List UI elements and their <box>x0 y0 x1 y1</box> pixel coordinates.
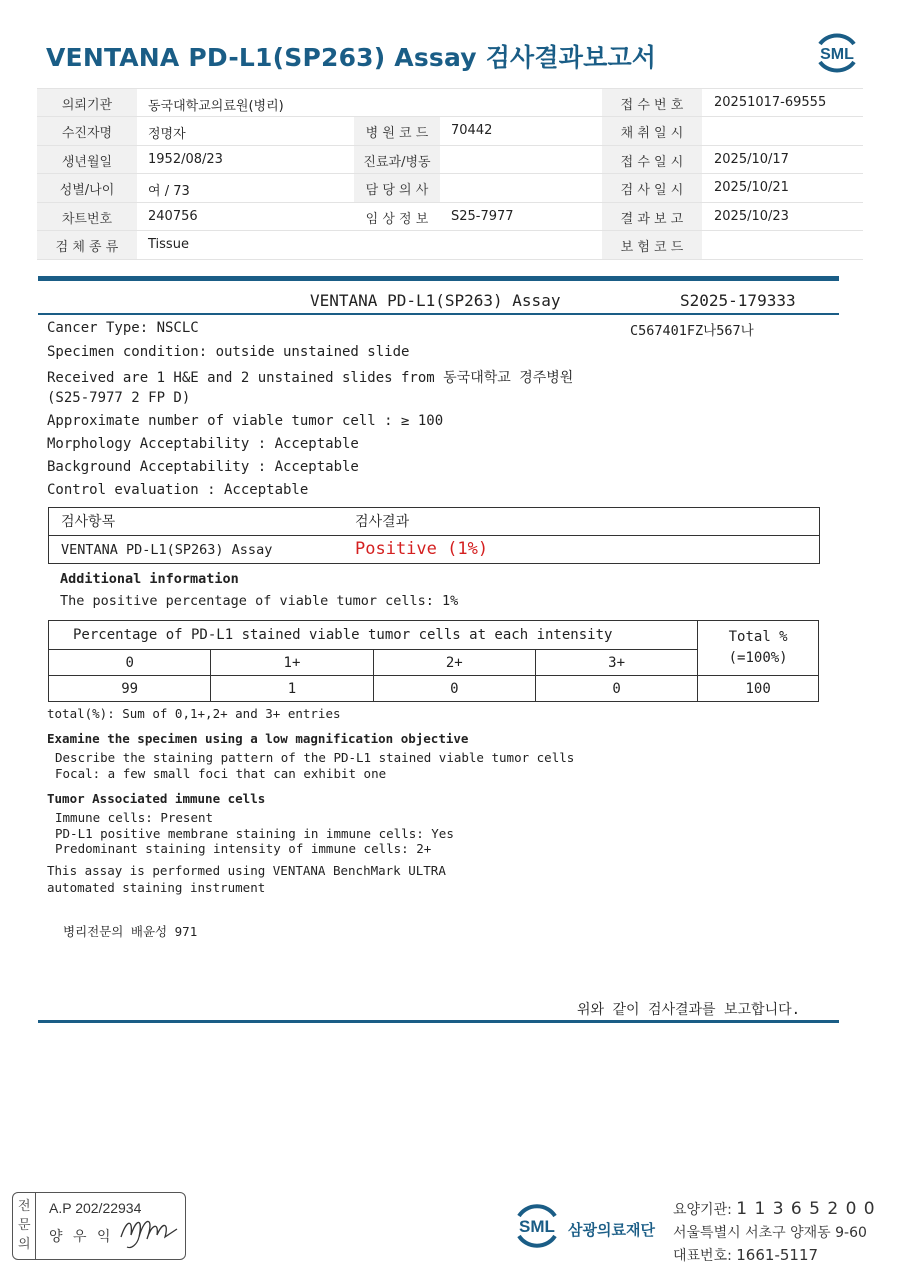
org-phone-label: 대표번호: <box>673 1248 737 1264</box>
assay-title: VENTANA PD-L1(SP263) Assay <box>310 291 561 310</box>
org-logo <box>510 1200 564 1252</box>
intensity-value-2plus: 0 <box>373 676 535 702</box>
value-requesting-institution: 동국대학교의료원(병리) <box>148 99 284 114</box>
value-receipt-number: 20251017-69555 <box>714 95 827 110</box>
label-clinical-info: 임 상 정 보 <box>365 212 429 227</box>
total-note: total(%): Sum of 0,1+,2+ and 3+ entries <box>47 706 341 721</box>
value-receipt-date: 2025/10/17 <box>714 152 789 167</box>
intensity-value-0: 99 <box>49 676 211 702</box>
immune-title: Tumor Associated immune cells <box>47 791 266 806</box>
report-number: S2025-179333 <box>680 291 796 310</box>
additional-info-text: The positive percentage of viable tumor cells: 1% <box>60 593 459 609</box>
value-hospital-code: 70442 <box>451 123 493 138</box>
value-patient-name: 정명자 <box>148 127 186 142</box>
institution-code-label: 요양기관: <box>673 1202 737 1218</box>
stamp-side-char-2: 문 <box>18 1218 31 1233</box>
value-test-date: 2025/10/21 <box>714 180 789 195</box>
org-logo-text: SML <box>519 1217 555 1236</box>
org-name: 삼광의료재단 <box>568 1221 655 1239</box>
report-line-morphology: Morphology Acceptability : Acceptable <box>47 436 359 452</box>
label-chart-number: 차트번호 <box>61 212 113 227</box>
stamp-side-char-1: 전 <box>18 1199 31 1214</box>
pathologist-stamp <box>12 1192 186 1260</box>
value-birth-date: 1952/08/23 <box>148 152 223 167</box>
result-value: Positive (1%) <box>355 539 489 559</box>
immune-line-2: PD-L1 positive membrane staining in immune cells: Yes <box>55 826 454 841</box>
sml-logo-text: SML <box>820 46 854 63</box>
intensity-level-1plus: 1+ <box>211 650 373 676</box>
intensity-level-3plus: 3+ <box>535 650 697 676</box>
signature-icon <box>117 1207 183 1251</box>
label-sex-age: 성별/나이 <box>59 183 115 198</box>
sml-logo <box>812 30 862 76</box>
immune-line-3: Predominant staining intensity of immune cells: 2+ <box>55 841 432 856</box>
value-report-date: 2025/10/23 <box>714 209 789 224</box>
report-line-control: Control evaluation : Acceptable <box>47 482 309 498</box>
org-phone <box>673 1245 818 1265</box>
value-clinical-info: S25-7977 <box>451 209 514 224</box>
label-patient-name: 수진자명 <box>61 126 113 141</box>
stamp-license: A.P 202/22934 <box>49 1200 142 1216</box>
label-physician: 담 당 의 사 <box>365 183 429 198</box>
total-header-line-1: Total % <box>728 629 788 645</box>
intensity-total: 100 <box>698 676 819 702</box>
stamp-side-char-3: 의 <box>18 1237 31 1252</box>
institution-code-value: 1 1 3 6 5 2 0 0 <box>736 1199 876 1219</box>
institution-code <box>673 1199 876 1219</box>
specimen-code: C567401FZ나567나 <box>630 323 754 339</box>
report-line-slide-id: (S25-7977 2 FP D) <box>47 390 191 406</box>
label-birth-date: 생년월일 <box>61 155 113 170</box>
assay-note-line-2: automated staining instrument <box>47 880 266 895</box>
result-table <box>48 507 820 564</box>
result-header-item: 검사항목 <box>61 514 116 530</box>
report-line-tumor-cells: Approximate number of viable tumor cell : ≥ 100 <box>47 413 444 429</box>
intensity-value-3plus: 0 <box>535 676 697 702</box>
immune-line-1: Immune cells: Present <box>55 810 214 825</box>
value-sex-age: 여 / 73 <box>148 184 190 199</box>
stamp-name: 양 우 익 <box>49 1229 114 1245</box>
intensity-table <box>48 620 819 702</box>
low-mag-line-2: Focal: a few small foci that can exhibit one <box>55 766 387 781</box>
label-requesting-institution: 의뢰기관 <box>61 98 113 113</box>
report-line-cancer-type: Cancer Type: NSCLC <box>47 320 199 336</box>
label-report-date: 결 과 보 고 <box>620 212 684 227</box>
intensity-level-0: 0 <box>49 650 211 676</box>
report-bottom-rule <box>38 1020 839 1023</box>
additional-info-title: Additional information <box>60 571 239 587</box>
low-mag-line-1: Describe the staining pattern of the PD-L1 stained viable tumor cells <box>55 750 575 765</box>
result-item-name: VENTANA PD-L1(SP263) Assay <box>61 542 273 558</box>
report-sub-rule <box>38 313 839 315</box>
label-collection-date: 채 취 일 시 <box>620 126 684 141</box>
value-specimen-type: Tissue <box>148 237 189 252</box>
pathologist: 병리전문의 배윤성 971 <box>63 924 198 939</box>
total-header <box>698 621 819 676</box>
intensity-value-1plus: 1 <box>211 676 373 702</box>
label-specimen-type: 검 체 종 류 <box>55 240 119 255</box>
report-top-rule <box>38 276 839 281</box>
total-header-line-2: (=100%) <box>728 650 788 666</box>
report-line-background: Background Acceptability : Acceptable <box>47 459 359 475</box>
label-insurance-code: 보 험 코 드 <box>620 240 684 255</box>
report-title: VENTANA PD-L1(SP263) Assay 검사결과보고서 <box>46 43 657 72</box>
report-line-received: Received are 1 H&E and 2 unstained slides from 동국대학교 경주병원 <box>47 370 574 386</box>
intensity-level-2plus: 2+ <box>373 650 535 676</box>
result-header-result: 검사결과 <box>355 514 410 530</box>
label-receipt-date: 접 수 일 시 <box>620 155 684 170</box>
label-receipt-number: 접 수 번 호 <box>620 98 684 113</box>
closing-statement: 위와 같이 검사결과를 보고합니다. <box>577 1002 801 1018</box>
org-phone-value: 1661-5117 <box>736 1246 819 1264</box>
intensity-table-header: Percentage of PD-L1 stained viable tumor cells at each intensity <box>49 621 698 650</box>
assay-note-line-1: This assay is performed using VENTANA BenchMark ULTRA <box>47 863 446 878</box>
org-address: 서울특별시 서초구 양재동 9-60 <box>673 1225 867 1241</box>
label-hospital-code: 병 원 코 드 <box>365 126 429 141</box>
low-mag-title: Examine the specimen using a low magnification objective <box>47 731 469 746</box>
report-line-specimen-condition: Specimen condition: outside unstained slide <box>47 344 410 360</box>
label-department: 진료과/병동 <box>363 155 431 170</box>
label-test-date: 검 사 일 시 <box>620 183 684 198</box>
value-chart-number: 240756 <box>148 209 198 224</box>
